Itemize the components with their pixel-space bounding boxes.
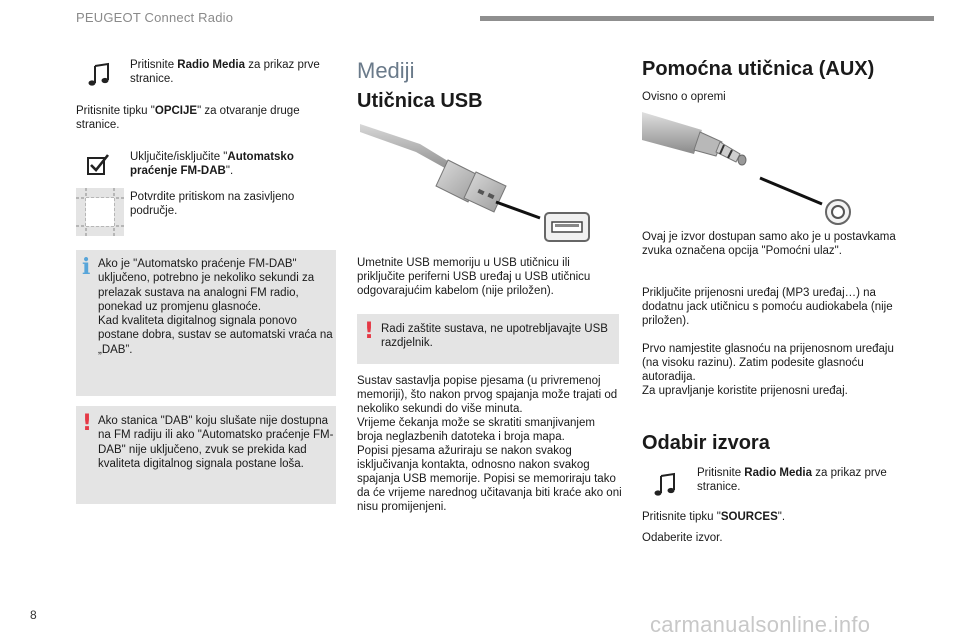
page-number: 8 xyxy=(30,608,37,622)
usb-warning-text: Radi zaštite sustava, ne upotrebljavajte USB razdjelnik. xyxy=(381,323,608,350)
warning-box-text: Ako stanica "DAB" koju slušate nije dostupna na FM radiju ili ako "Automatsko praćenje FM-DAB" nije uključeno, zvuk se prekida kad kvaliteta digitalnog signala postane loša. xyxy=(98,415,334,470)
left-step4: Potvrdite pritiskom na zasivljeno područje. xyxy=(130,191,295,217)
warning-icon: ! xyxy=(82,411,93,436)
info-box-text: Ako je "Automatsko praćenje FM-DAB" uključeno, potrebno je nekoliko sekundi za prelazak sustava na analogni FM radio, ponekad uz promjenu glasnoće. Kad kvaliteta digitalnog signala ponovo postane dobra, sustav se automatski vraća na „DAB”. xyxy=(98,258,333,356)
left-step2: Pritisnite tipku "OPCIJE" za otvaranje druge stranice. xyxy=(76,105,300,131)
left-step3: Uključite/isključite "Automatsko praćenje FM-DAB". xyxy=(130,151,294,177)
usb-text: Umetnite USB memoriju u USB utičnicu ili priključite periferni USB uređaj u USB utičnicu odgovarajućim kabelom (nije priložen). xyxy=(357,257,591,297)
source-step2: Pritisnite tipku "SOURCES". xyxy=(642,511,786,523)
section-title: Mediji xyxy=(357,58,415,83)
usb-port-icon xyxy=(544,212,590,247)
header-title: PEUGEOT Connect Radio xyxy=(76,10,234,25)
left-step1: Pritisnite Radio Media za prikaz prve stranice. xyxy=(130,59,320,85)
source-step3: Odaberite izvor. xyxy=(642,532,723,544)
aux-p2: Priključite prijenosni uređaj (MP3 uređaj…) na dodatnu jack utičnicu s pomoću audiokabela (nije priložen). xyxy=(642,287,893,327)
usb-text2: Sustav sastavlja popise pjesama (u privremenoj memoriji), što nakon prvog spajanja može trajati od nekoliko sekundi do više minuta. Vrijeme čekanja može se skratiti smanjivanjem broja neglazbenih datoteka i broja mapa. Popisi pjesama ažuriraju se nakon svakog isključivanja kontakta, odnosno nakon svakog spajanja USB memorije. Popisi se memoriraju tako da će vrijeme narednog učitavanja biti kraće ako oni nisu promijenjeni. xyxy=(357,375,622,513)
jack-cable-icon xyxy=(642,112,842,217)
source-step1: Pritisnite Radio Media za prikaz prve stranice. xyxy=(697,467,887,493)
warning-icon: ! xyxy=(364,319,375,344)
aux-option: Ovisno o opremi xyxy=(642,91,726,103)
grey-area-icon xyxy=(76,188,124,241)
music-note-icon xyxy=(86,62,112,93)
usb-heading: Utičnica USB xyxy=(357,90,483,112)
music-note-icon xyxy=(652,472,678,503)
jack-socket-icon xyxy=(824,198,852,231)
aux-heading: Pomoćna utičnica (AUX) xyxy=(642,58,875,80)
aux-p1: Ovaj je izvor dostupan samo ako je u postavkama zvuka označena opcija "Pomoćni ulaz". xyxy=(642,231,896,257)
checkbox-icon xyxy=(86,152,112,181)
source-heading: Odabir izvora xyxy=(642,432,770,454)
watermark: carmanualsonline.info xyxy=(650,612,871,637)
header-bar xyxy=(480,16,934,21)
aux-p3: Prvo namjestite glasnoću na prijenosnom uređaju (na visoku razinu). Zatim podesite glasnoću autoradija. Za upravljanje koristite prijenosni uređaj. xyxy=(642,343,894,397)
info-icon: i xyxy=(82,254,91,280)
